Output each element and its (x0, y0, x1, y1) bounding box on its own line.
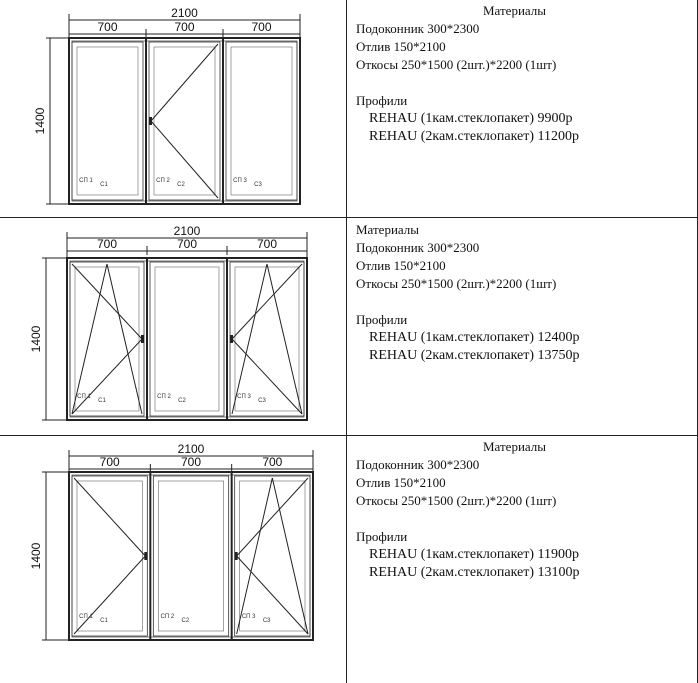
window-drawing-2 (0, 218, 345, 436)
opening-line-3 (232, 339, 302, 414)
profiles-title-1: Профили (356, 93, 408, 108)
opening-line-1 (74, 556, 145, 634)
sill-line-3: Подоконник 300*2300 (356, 457, 480, 472)
opening-line-1 (72, 264, 142, 339)
code-label-3: С3 (262, 618, 271, 624)
opening-line-2 (151, 44, 218, 121)
opening-line-3 (237, 478, 308, 556)
window-drawing-3 (0, 436, 345, 683)
height-label: 1400 (33, 107, 47, 135)
sash-2 (153, 476, 228, 636)
total-width-label: 2100 (173, 224, 201, 238)
handle-icon (230, 335, 233, 343)
sash-3 (235, 476, 310, 636)
glazing-1 (77, 481, 142, 631)
sash-width-label-1: 700 (99, 455, 120, 469)
glazing-3 (231, 47, 292, 195)
tilt-line-3 (267, 264, 302, 414)
sash-1 (70, 262, 144, 416)
row-separator-1 (0, 217, 698, 218)
sash-width-label-1: 700 (96, 237, 118, 251)
row-separator-2 (0, 435, 698, 436)
sash-width-label-1: 700 (97, 20, 118, 34)
glazing-2 (158, 481, 223, 631)
handle-icon (141, 335, 144, 343)
sash-width-label-2: 700 (180, 455, 202, 469)
opening-line-3 (237, 556, 308, 634)
glazing-2 (155, 267, 219, 411)
code-label-1: С1 (98, 398, 106, 404)
handle-icon (149, 117, 152, 125)
materials-block-3 (356, 438, 580, 582)
sash-1 (72, 42, 143, 200)
profile-price-2a: REHAU (1кам.стеклопакет) 12400р (369, 330, 580, 345)
drip-line-3: Отлив 150*2100 (356, 475, 446, 490)
tilt-line-1 (107, 264, 142, 414)
sash-label-3: СП 3 (241, 614, 256, 620)
slopes-line-3: Откосы 250*1500 (2шт.)*2200 (1шт) (356, 493, 557, 508)
sash-2 (150, 262, 224, 416)
materials-block-1 (356, 2, 579, 146)
height-label: 1400 (29, 325, 43, 353)
sash-2 (149, 42, 220, 200)
sill-line-1: Подоконник 300*2300 (356, 21, 480, 36)
glazing-1 (75, 267, 139, 411)
window-option-3 (0, 436, 698, 683)
profiles-title-2: Профили (356, 312, 408, 327)
materials-block-2 (356, 221, 580, 365)
code-label-1: С1 (100, 182, 108, 188)
slopes-line-1: Откосы 250*1500 (2шт.)*2200 (1шт) (356, 57, 557, 72)
profile-price-1a: REHAU (1кам.стеклопакет) 9900р (369, 111, 573, 126)
height-label: 1400 (29, 542, 43, 570)
sash-label-2: СП 2 (157, 394, 171, 400)
tilt-line-1 (72, 264, 107, 414)
tilt-line-3 (272, 478, 308, 634)
glazing-2 (154, 47, 215, 195)
sash-3 (226, 42, 297, 200)
handle-icon (144, 552, 147, 560)
profile-price-3b: REHAU (2кам.стеклопакет) 13100р (369, 565, 580, 580)
materials-title-3: Материалы (483, 439, 547, 454)
materials-title-1: Материалы (483, 3, 547, 18)
sash-3 (230, 262, 304, 416)
sash-label-1: СП 1 (79, 178, 93, 184)
window-option-2 (0, 218, 698, 436)
tilt-line-3 (232, 264, 267, 414)
sash-label-2: СП 2 (160, 614, 175, 620)
column-separator (346, 0, 347, 683)
window-option-1 (0, 0, 698, 218)
sash-width-label-3: 700 (256, 237, 278, 251)
handle-icon (235, 552, 238, 560)
window-frame-inner (72, 475, 310, 637)
sash-width-label-2: 700 (176, 237, 198, 251)
sash-label-1: СП 1 (79, 614, 93, 620)
code-label-2: С2 (181, 618, 190, 624)
drip-line-1: Отлив 150*2100 (356, 39, 446, 54)
total-width-label: 2100 (171, 6, 198, 20)
code-label-2: С2 (178, 398, 186, 404)
profile-price-2b: REHAU (2кам.стеклопакет) 13750р (369, 348, 580, 363)
code-label-2: С2 (177, 182, 185, 188)
glazing-3 (235, 267, 299, 411)
sash-width-label-2: 700 (174, 20, 195, 34)
sash-label-2: СП 2 (156, 178, 170, 184)
tilt-line-3 (237, 478, 273, 634)
sash-label-1: СП 1 (77, 394, 91, 400)
sash-label-3: СП 3 (233, 178, 247, 184)
sash-1 (72, 476, 147, 636)
code-label-3: С3 (258, 398, 266, 404)
sill-line-2: Подоконник 300*2300 (356, 240, 480, 255)
opening-line-1 (74, 478, 145, 556)
sash-width-label-3: 700 (251, 20, 272, 34)
slopes-line-2: Откосы 250*1500 (2шт.)*2200 (1шт) (356, 276, 557, 291)
profile-price-1b: REHAU (2кам.стеклопакет) 11200р (369, 129, 580, 144)
drip-line-2: Отлив 150*2100 (356, 258, 446, 273)
window-drawing-1 (0, 0, 345, 218)
materials-title-2: Материалы (356, 222, 420, 237)
code-label-3: С3 (254, 182, 262, 188)
opening-line-1 (72, 339, 142, 414)
profiles-title-3: Профили (356, 529, 408, 544)
code-label-1: С1 (100, 618, 108, 624)
glazing-3 (240, 481, 305, 631)
sash-width-label-3: 700 (262, 455, 283, 469)
glazing-1 (77, 47, 138, 195)
profile-price-3a: REHAU (1кам.стеклопакет) 11900р (369, 547, 580, 562)
opening-line-3 (232, 264, 302, 339)
total-width-label: 2100 (177, 442, 205, 456)
window-frame-inner (70, 261, 304, 417)
window-frame-inner (72, 41, 297, 201)
window-frame (69, 38, 300, 204)
sash-label-3: СП 3 (237, 394, 251, 400)
